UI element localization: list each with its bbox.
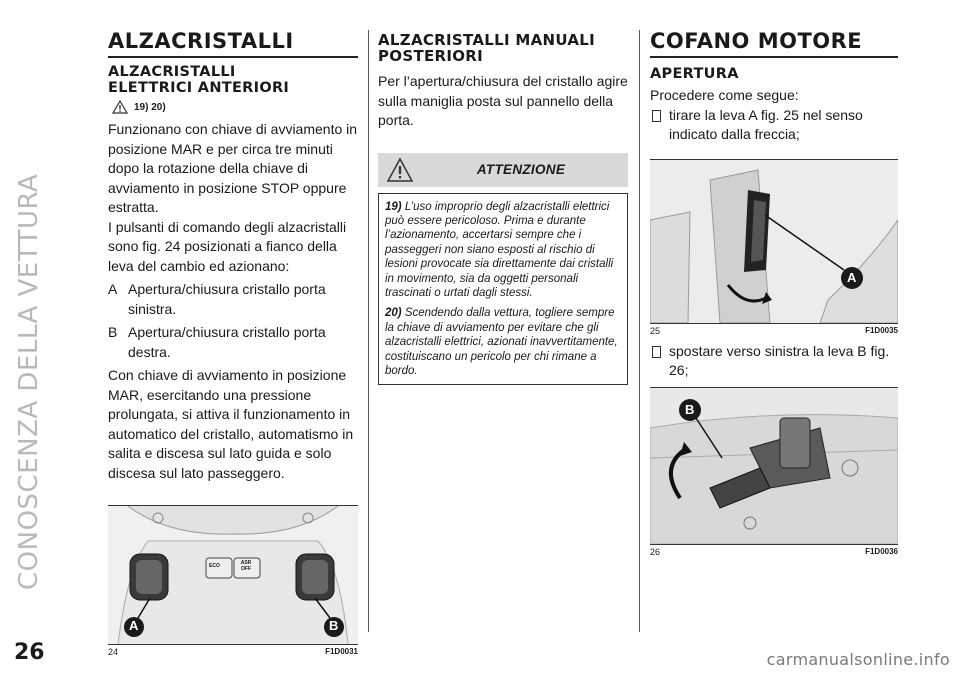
paragraph: Procedere come segue: [650,87,799,103]
watermark: carmanualsonline.info [766,650,950,669]
figure-24-window-switches [108,505,358,645]
column-windows-front [108,28,358,657]
section-side-title: CONOSCENZA DELLA VETTURA [14,173,44,590]
paragraph: Per l’apertura/chiusura del cristallo agire sulla maniglia posta sul pannello della porta. [378,73,628,128]
figure-caption: 24 F1D0031 [108,647,358,657]
figure-caption: 25 F1D0035 [650,325,898,336]
figure-26-hood-latch [650,387,898,545]
subheading-apertura: APERTURA [650,66,739,82]
list-item: A Apertura/chiusura cristallo porta sinistra. [108,281,326,317]
warning-reference: 19) 20) [112,100,358,114]
subheading-front-windows: ALZACRISTALLI ELETTRICI ANTERIORI [108,64,290,96]
note: 19) L’uso improprio degli alzacristalli elettrici può essere pericoloso. Prima e durante l’azionamento, accertarsi sempre che i passeggeri non siano esposti al rischio di lesioni provocate sia direttamente dai cristalli in movimento, sia da oggetti personali trascinati o urtati dagli stessi. [385,200,614,299]
checkbox-bullet-icon [652,110,661,122]
step-item: spostare verso sinistra la leva B fig. 26; [650,342,898,381]
attention-notes [378,193,628,386]
column-windows-rear [378,28,628,385]
paragraph: Funzionano con chiave di avviamento in posizione MAR e per circa tre minuti dopo la rotazione della chiave di avviamento in posizione STOP oppure estratta. [108,121,358,215]
callout-a: A [847,269,857,285]
heading-alzacristalli: ALZACRISTALLI [108,28,358,58]
column-divider [639,30,640,632]
step-item: tirare la leva A fig. 25 nel senso indicato dalla freccia; [650,106,898,145]
button-eco-label: ECO [209,563,220,569]
paragraph: I pulsanti di comando degli alzacristalli sono fig. 24 posizionati a fianco della leva del cambio ed azionano: [108,218,347,274]
attention-header: ATTENZIONE [378,153,628,187]
callout-b: B [685,401,695,417]
paragraph: Con chiave di avviamento in posizione MAR, esercitando una pressione prolungata, si attiva il funzionamento in automatico del cristallo, automatismo in salita e discesa sul lato guida e solo discesa sul lato passeggero. [108,367,354,481]
note: 20) Scendendo dalla vettura, togliere sempre la chiave di avviamento per evitare che gli alzacristalli elettrici, azionati inavvertitamente, costituiscano un pericolo per chi rimane a bordo. [385,307,618,377]
figure-caption: 26 F1D0036 [650,546,898,557]
heading-cofano-motore: COFANO MOTORE [650,28,898,58]
button-asr-label: ASR OFF [240,560,252,572]
column-engine-hood [650,28,898,557]
warning-hand-icon [112,100,128,114]
column-divider [368,30,369,632]
window-switch-illustration [108,506,358,644]
heading-rear-windows: ALZACRISTALLI MANUALI POSTERIORI [378,31,596,65]
hood-lever-illustration [650,160,898,323]
figure-25-hood-lever [650,159,898,324]
callout-a: A [129,618,139,633]
list-item: B Apertura/chiusura cristallo porta destra. [108,324,326,360]
page-number: 26 [14,640,45,665]
checkbox-bullet-icon [652,346,661,358]
callout-b: B [329,618,339,633]
